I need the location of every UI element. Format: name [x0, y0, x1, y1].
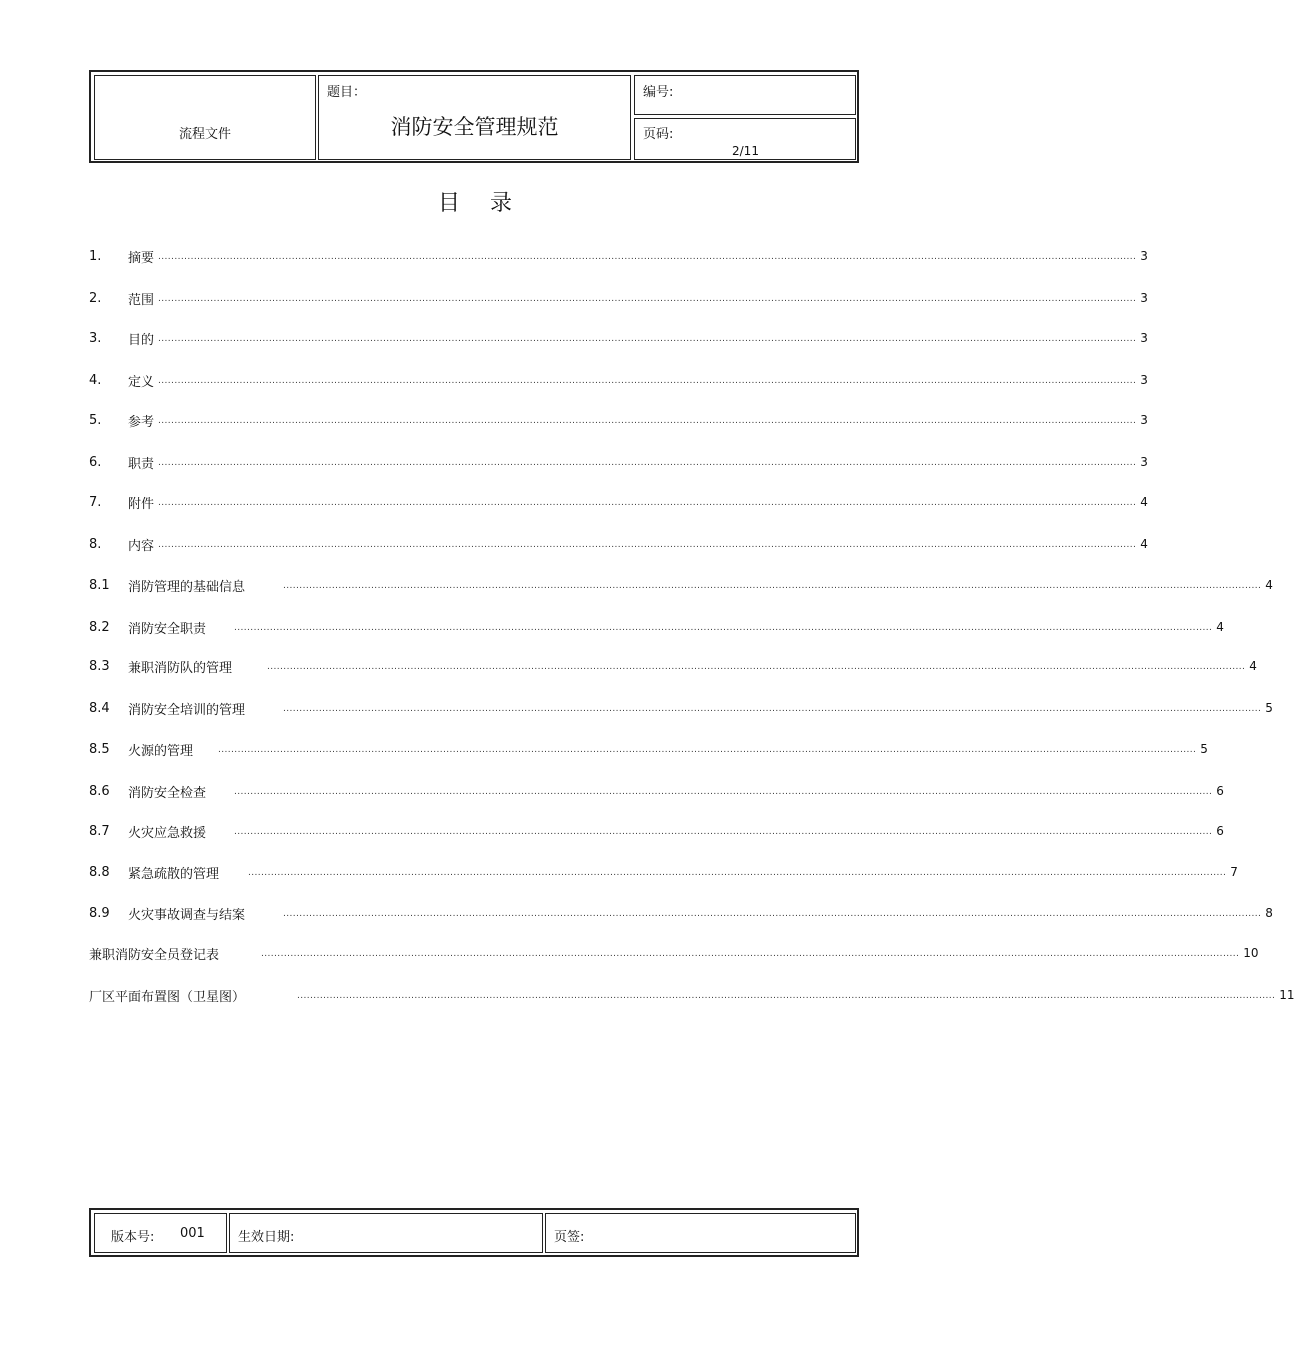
toc-entry-text: 消防安全职责 [128, 621, 207, 637]
toc-entry[interactable] [89, 409, 1148, 431]
toc-leader-dots: ............................................................................................................................................................................................................................................................................................................ [234, 787, 1213, 797]
toc-entry[interactable] [89, 451, 1148, 473]
toc-entry-number: 8.1 [89, 577, 110, 593]
toc-entry-page: 7 [1230, 865, 1238, 879]
toc-entry[interactable] [89, 655, 1257, 677]
toc-entry-text: 定义 [128, 374, 155, 390]
toc-entry-page: 3 [1140, 331, 1148, 345]
toc-entry-text: 火灾事故调查与结案 [128, 907, 246, 923]
toc-leader-dots: ............................................................................................................................................................................................................................................................................................................ [283, 704, 1262, 714]
code-cell [634, 75, 856, 115]
toc-entry-text: 兼职消防安全员登记表 [89, 947, 220, 963]
toc-leader-dots: ............................................................................................................................................................................................................................................................................................................ [158, 294, 1137, 304]
page-value: 2/11 [732, 144, 759, 158]
toc-entry-page: 8 [1265, 906, 1273, 920]
toc-entry[interactable] [89, 616, 1224, 638]
toc-entry-page: 3 [1140, 249, 1148, 263]
toc-entry-number: 1. [89, 248, 102, 264]
version-cell [94, 1213, 227, 1253]
toc-leader-dots: ............................................................................................................................................................................................................................................................................................................ [234, 623, 1213, 633]
version-value: 001 [180, 1226, 205, 1241]
toc-entry[interactable] [89, 533, 1148, 555]
toc-entry[interactable] [89, 820, 1224, 842]
page-label: 页码: [643, 127, 674, 142]
toc-leader-dots: ............................................................................................................................................................................................................................................................................................................ [234, 827, 1213, 837]
toc-entry[interactable] [89, 738, 1208, 760]
toc-entry-number: 8.5 [89, 741, 110, 757]
toc-entry[interactable] [89, 697, 1273, 719]
toc-leader-dots: ............................................................................................................................................................................................................................................................................................................ [158, 540, 1137, 550]
toc-entry-page: 4 [1265, 578, 1273, 592]
toc-entry[interactable] [89, 861, 1238, 883]
toc-entry-page: 4 [1249, 659, 1257, 673]
toc-entry[interactable] [89, 491, 1148, 513]
toc-entry-page: 3 [1140, 373, 1148, 387]
toc-entry-text: 兼职消防队的管理 [128, 660, 233, 676]
toc-leader-dots: ............................................................................................................................................................................................................................................................................................................ [158, 498, 1137, 508]
toc-entry-text: 职责 [128, 456, 155, 472]
subject-cell [318, 75, 631, 160]
toc-entry-text: 紧急疏散的管理 [128, 866, 220, 882]
toc-entry-number: 8.6 [89, 783, 110, 799]
toc-leader-dots: ............................................................................................................................................................................................................................................................................................................ [218, 745, 1197, 755]
toc-entry-page: 5 [1200, 742, 1208, 756]
toc-entry-number: 2. [89, 290, 102, 306]
toc-leader-dots: ............................................................................................................................................................................................................................................................................................................ [158, 458, 1137, 468]
toc-entry-page: 3 [1140, 291, 1148, 305]
toc-entry-number: 4. [89, 372, 102, 388]
toc-entry-text: 目的 [128, 332, 155, 348]
toc-entry-number: 5. [89, 412, 102, 428]
toc-entry-page: 3 [1140, 413, 1148, 427]
toc-title: 目录 [437, 191, 542, 216]
toc-entry-number: 7. [89, 494, 102, 510]
toc-entry-number: 8.9 [89, 905, 110, 921]
header-table [89, 70, 859, 163]
subject-label: 题目： [327, 85, 367, 100]
toc-entry-text: 厂区平面布置图（卫星图） [89, 989, 246, 1005]
toc-leader-dots: ............................................................................................................................................................................................................................................................................................................ [158, 334, 1137, 344]
toc-leader-dots: ............................................................................................................................................................................................................................................................................................................ [158, 252, 1137, 262]
toc-entry-number: 8.2 [89, 619, 110, 635]
toc-entry-text: 摘要 [128, 250, 155, 266]
effective-date-cell [229, 1213, 543, 1253]
toc-leader-dots: ............................................................................................................................................................................................................................................................................................................ [283, 909, 1262, 919]
toc-entry-page: 4 [1216, 620, 1224, 634]
toc-entry-page: 4 [1140, 537, 1148, 551]
toc-entry[interactable] [89, 245, 1148, 267]
toc-entry[interactable] [89, 942, 1259, 964]
page-cell [634, 118, 856, 160]
toc-entry-number: 8. [89, 536, 102, 552]
toc-entry-number: 6. [89, 454, 102, 470]
toc-entry-page: 4 [1140, 495, 1148, 509]
toc-entry-text: 火灾应急救援 [128, 825, 207, 841]
toc-entry-text: 附件 [128, 496, 155, 512]
footer-table [89, 1208, 859, 1257]
toc-entry-page: 3 [1140, 455, 1148, 469]
signature-cell [545, 1213, 856, 1253]
toc-leader-dots: ............................................................................................................................................................................................................................................................................................................ [261, 949, 1240, 959]
code-label: 编号: [643, 85, 674, 100]
toc-entry[interactable] [89, 902, 1273, 924]
subject-title: 消防安全管理规范 [390, 115, 559, 139]
toc-leader-dots: ............................................................................................................................................................................................................................................................................................................ [283, 581, 1262, 591]
toc-entry-page: 11 [1279, 988, 1295, 1002]
toc-entry-number: 3. [89, 330, 102, 346]
toc-entry-page: 5 [1265, 701, 1273, 715]
toc-leader-dots: ............................................................................................................................................................................................................................................................................................................ [267, 662, 1246, 672]
toc-entry[interactable] [89, 369, 1148, 391]
toc-leader-dots: ............................................................................................................................................................................................................................................................................................................ [248, 868, 1227, 878]
toc-leader-dots: ............................................................................................................................................................................................................................................................................................................ [158, 416, 1137, 426]
toc-leader-dots: ............................................................................................................................................................................................................................................................................................................ [297, 991, 1276, 1001]
toc-entry-number: 8.7 [89, 823, 110, 839]
toc-entry[interactable] [89, 327, 1148, 349]
toc-entry-page: 10 [1243, 946, 1259, 960]
toc-entry-number: 8.3 [89, 658, 110, 674]
toc-entry-number: 8.8 [89, 864, 110, 880]
version-label: 版本号: [111, 1230, 155, 1245]
toc-entry-text: 范围 [128, 292, 155, 308]
toc-entry-text: 消防安全检查 [128, 785, 207, 801]
toc-entry-number: 8.4 [89, 700, 110, 716]
toc-leader-dots: ............................................................................................................................................................................................................................................................................................................ [158, 376, 1137, 386]
doc-type-cell [94, 75, 316, 160]
doc-type: 流程文件 [178, 127, 231, 142]
toc-entry[interactable] [89, 984, 1295, 1006]
toc-entry-page: 6 [1216, 824, 1224, 838]
toc-entry[interactable] [89, 780, 1224, 802]
toc-entry-text: 内容 [128, 538, 155, 554]
toc-entry-text: 消防安全培训的管理 [128, 702, 246, 718]
effective-date-label: 生效日期: [238, 1230, 295, 1245]
signature-label: 页签: [554, 1230, 585, 1245]
toc-entry-text: 参考 [128, 414, 155, 430]
toc-entry[interactable] [89, 574, 1273, 596]
toc-entry-page: 6 [1216, 784, 1224, 798]
toc-entry-text: 火源的管理 [128, 743, 194, 759]
toc-entry[interactable] [89, 287, 1148, 309]
toc-entry-text: 消防管理的基础信息 [128, 579, 246, 595]
